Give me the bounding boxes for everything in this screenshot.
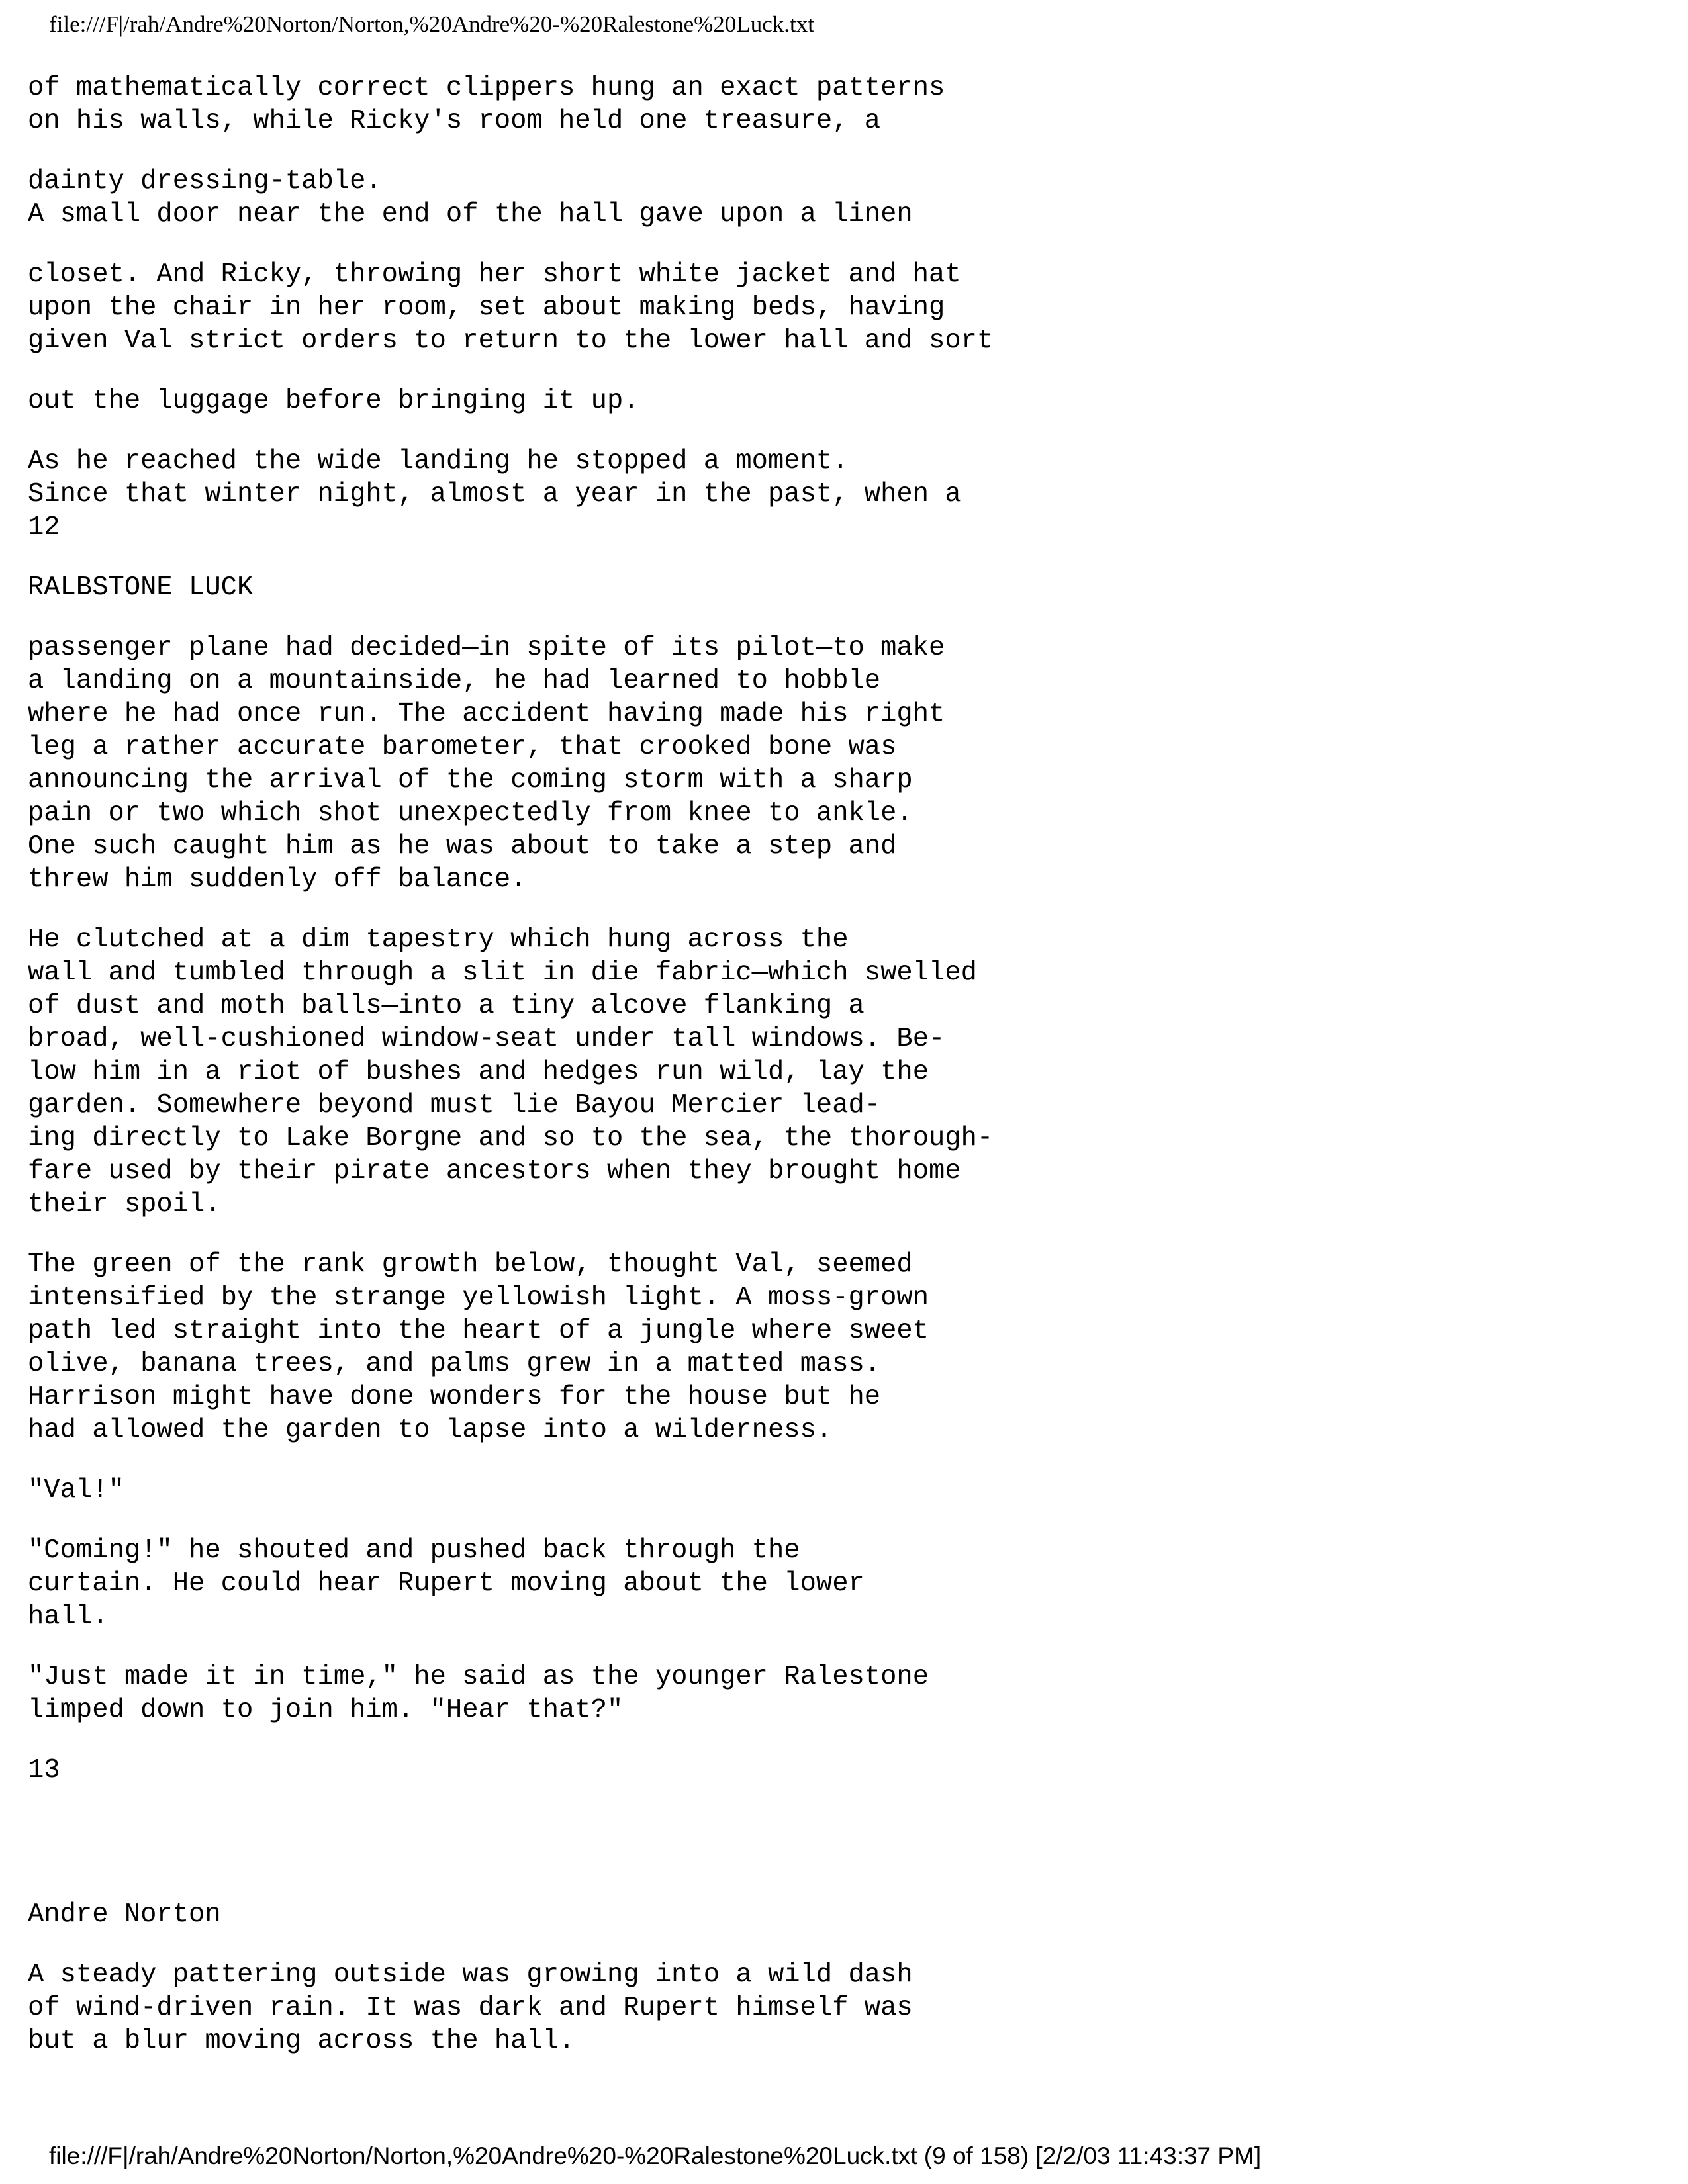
paragraph: dainty dressing-table. A small door near the end of the hall gave upon a linen xyxy=(28,166,913,230)
paragraph: A steady pattering outside was growing into a wild dash of wind-driven rain. It was dark and Rupert himself was but a blur moving across the hall. xyxy=(28,1960,913,2056)
paragraph: of mathematically correct clippers hung an exact patterns on his walls, while Ricky's room held one treasure, a xyxy=(28,73,945,136)
page-number: 13 xyxy=(28,1755,60,1786)
document-path-header: file:///F|/rah/Andre%20Norton/Norton,%20Andre%20-%20Ralestone%20Luck.txt xyxy=(49,11,814,37)
paragraph: closet. And Ricky, throwing her short white jacket and hat upon the chair in her room, set about making beds, having given Val strict orders to return to the lower hall and sort xyxy=(28,259,994,356)
document-body xyxy=(28,71,1617,2085)
document-path-footer: file:///F|/rah/Andre%20Norton/Norton,%20Andre%20-%20Ralestone%20Luck.txt (9 of 158) [2/2/03 11:43:37 PM] xyxy=(49,2142,1262,2169)
paragraph: "Just made it in time," he said as the younger Ralestone limped down to join him. "Hear that?" xyxy=(28,1662,929,1725)
paragraph: He clutched at a dim tapestry which hung across the wall and tumbled through a slit in die fabric—which swelled of dust and moth balls—into a tiny alcove flanking a broad, well-cushioned window-seat under tall windows. Be- low him in a riot of bushes and hedges run wild, lay the garden. Somewhere beyond must lie Bayou Mercier lead- ing directly to Lake Borgne and so to the sea, the thorough- fare used by their pirate ancestors when they brought home their spoil. xyxy=(28,925,994,1220)
paragraph: "Val!" xyxy=(28,1475,124,1506)
paragraph: out the luggage before bringing it up. xyxy=(28,386,639,416)
running-head: Andre Norton xyxy=(28,1899,221,1930)
paragraph: passenger plane had decided—in spite of its pilot—to make a landing on a mountainside, he had learned to hobble where he had once run. The accident having made his right leg a rather accurate barometer, that crooked bone was announcing the arrival of the coming storm with a sharp pain or two which shot unexpectedly from knee to ankle. One such caught him as he was about to take a step and threw him suddenly off balance. xyxy=(28,633,945,895)
running-head: RALBSTONE LUCK xyxy=(28,572,254,603)
paragraph: "Coming!" he shouted and pushed back through the curtain. He could hear Rupert moving about the lower hall. xyxy=(28,1535,865,1632)
paragraph: As he reached the wide landing he stopped a moment. Since that winter night, almost a year in the past, when a 12 xyxy=(28,446,961,543)
paragraph: The green of the rank growth below, thought Val, seemed intensified by the strange yellowish light. A moss-grown path led straight into the heart of a jungle where sweet olive, banana trees, and palms grew in a matted mass. Harrison might have done wonders for the house but he had allowed the garden to lapse into a wilderness. xyxy=(28,1250,929,1445)
